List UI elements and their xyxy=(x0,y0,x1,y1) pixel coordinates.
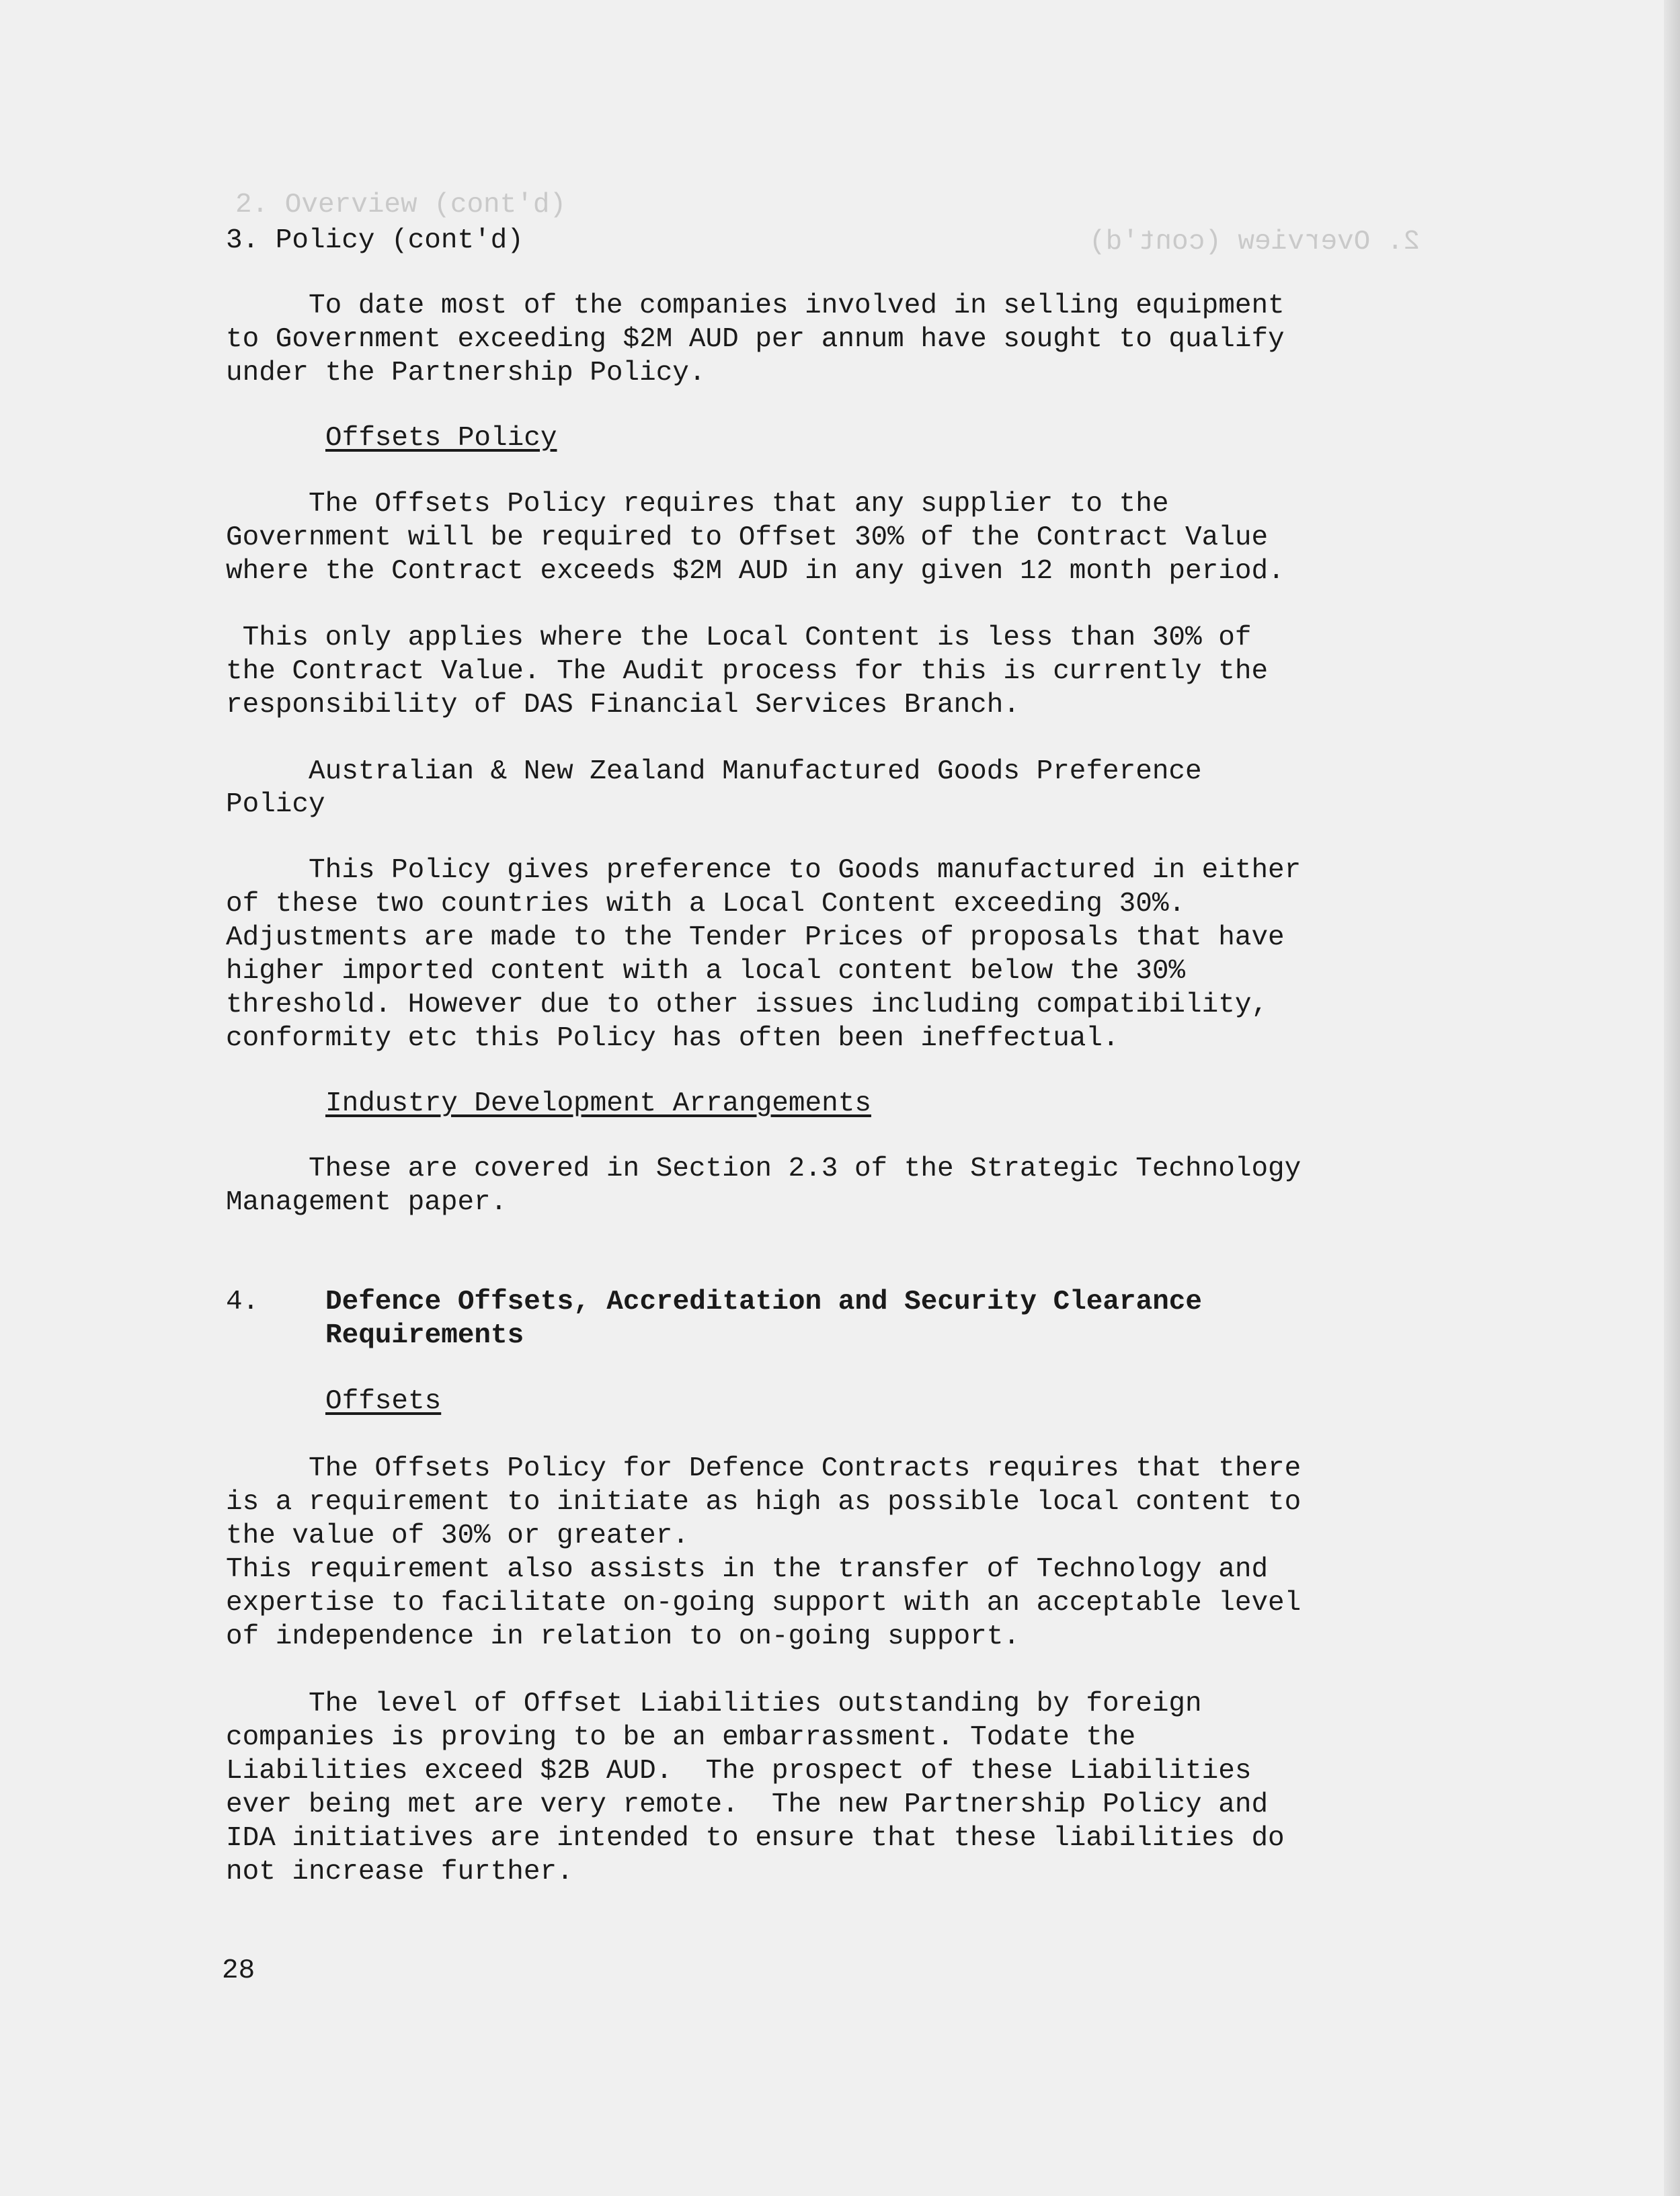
anz-policy-line: conformity etc this Policy has often been ineffectual. xyxy=(226,1023,1119,1054)
intro-line: To date most of the companies involved in selling equipment xyxy=(226,290,1285,321)
offsets-policy-heading: Offsets Policy xyxy=(325,423,557,454)
defence-offsets-heading: Offsets xyxy=(325,1386,442,1417)
section4-title: Requirements xyxy=(325,1320,524,1351)
bleed-through-text-mirrored: 2. Overview (cont'd) xyxy=(1089,227,1421,257)
intro-line: under the Partnership Policy. xyxy=(226,358,706,389)
liabilities-line: ever being met are very remote. The new Partnership Policy and xyxy=(226,1789,1269,1820)
defence-offsets-line: This requirement also assists in the transfer of Technology and xyxy=(226,1554,1269,1585)
anz-policy-heading: Australian & New Zealand Manufactured Goods Preference xyxy=(226,756,1202,787)
section-number: 4. xyxy=(226,1287,259,1317)
defence-offsets-line: The Offsets Policy for Defence Contracts requires that there xyxy=(226,1453,1302,1484)
liabilities-line: IDA initiatives are intended to ensure that these liabilities do xyxy=(226,1823,1285,1854)
offsets-policy-line: the Contract Value. The Audit process for this is currently the xyxy=(226,656,1269,687)
bleed-through-text: 2. Overview (cont'd) xyxy=(235,190,567,220)
defence-offsets-line: the value of 30% or greater. xyxy=(226,1520,689,1551)
intro-line: to Government exceeding $2M AUD per annum have sought to qualify xyxy=(226,324,1285,355)
defence-offsets-line: expertise to facilitate on-going support with an acceptable level xyxy=(226,1588,1302,1619)
anz-policy-line: of these two countries with a Local Content exceeding 30%. xyxy=(226,889,1186,920)
ida-heading: Industry Development Arrangements xyxy=(325,1088,871,1119)
defence-offsets-line: is a requirement to initiate as high as possible local content to xyxy=(226,1487,1302,1518)
liabilities-line: companies is proving to be an embarrassment. Todate the xyxy=(226,1722,1136,1753)
offsets-policy-line: Government will be required to Offset 30% of the Contract Value xyxy=(226,522,1269,553)
ida-line: Management paper. xyxy=(226,1187,508,1218)
anz-policy-heading: Policy xyxy=(226,789,325,820)
defence-offsets-line: of independence in relation to on-going support. xyxy=(226,1621,1020,1652)
section-heading: 3. Policy (cont'd) xyxy=(226,225,524,256)
offsets-policy-line: This only applies where the Local Content is less than 30% of xyxy=(226,622,1252,653)
liabilities-line: Liabilities exceed $2B AUD. The prospect of these Liabilities xyxy=(226,1756,1252,1787)
anz-policy-line: threshold. However due to other issues including compatibility, xyxy=(226,989,1269,1020)
anz-policy-line: higher imported content with a local content below the 30% xyxy=(226,956,1186,987)
page-number: 28 xyxy=(222,1955,255,1986)
anz-policy-line: This Policy gives preference to Goods manufactured in either xyxy=(226,855,1302,886)
page-edge-shadow xyxy=(1664,0,1680,2196)
offsets-policy-line: where the Contract exceeds $2M AUD in any given 12 month period. xyxy=(226,556,1285,587)
liabilities-line: not increase further. xyxy=(226,1857,573,1887)
offsets-policy-line: The Offsets Policy requires that any supplier to the xyxy=(226,489,1169,520)
liabilities-line: The level of Offset Liabilities outstanding by foreign xyxy=(226,1689,1202,1719)
offsets-policy-line: responsibility of DAS Financial Services Branch. xyxy=(226,690,1020,721)
anz-policy-line: Adjustments are made to the Tender Prices of proposals that have xyxy=(226,922,1285,953)
section4-title: Defence Offsets, Accreditation and Security Clearance xyxy=(325,1287,1203,1317)
ida-line: These are covered in Section 2.3 of the Strategic Technology xyxy=(226,1153,1302,1184)
